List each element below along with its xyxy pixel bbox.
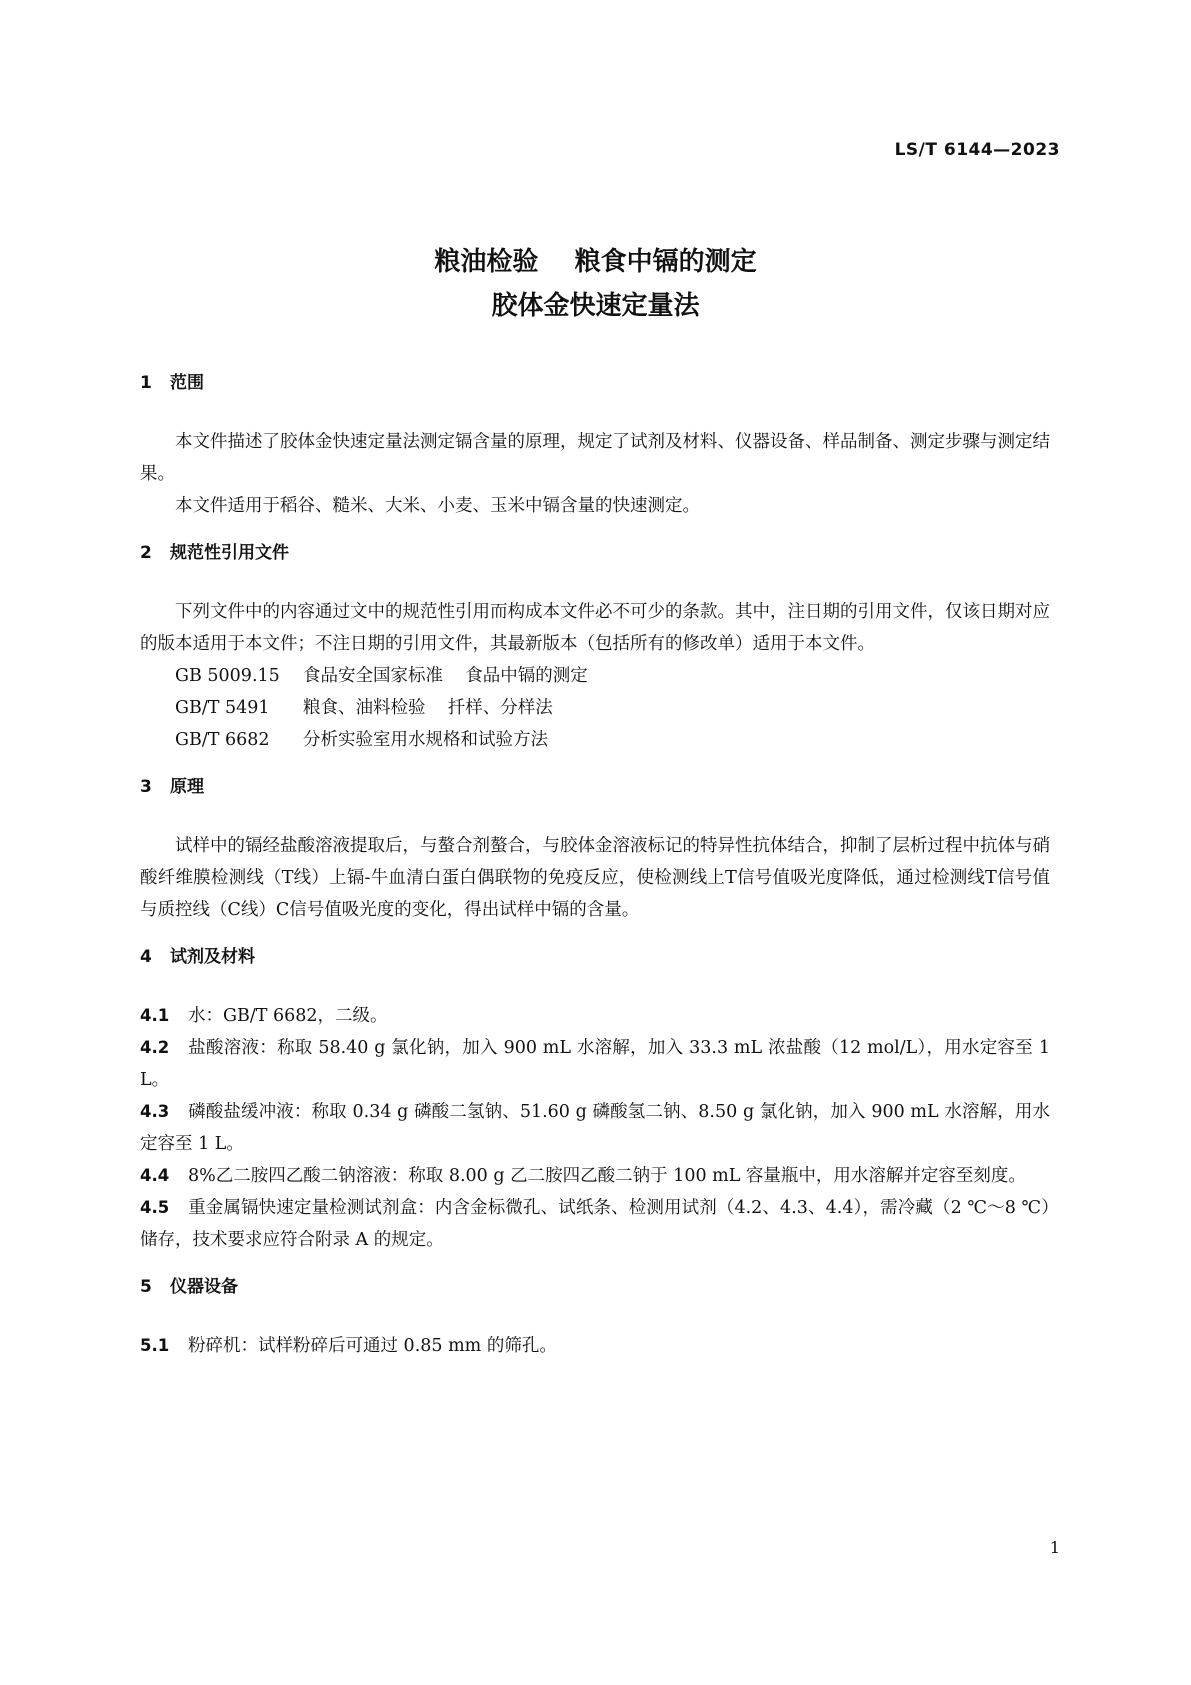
clause-text: 粉碎机：试样粉碎后可通过 0.85 mm 的筛孔。 (188, 1336, 557, 1356)
paragraph: 本文件描述了胶体金快速定量法测定镉含量的原理，规定了试剂及材料、仪器设备、样品制备、测定步骤与测定结果。 (140, 432, 1050, 484)
title-line-2: 胶体金快速定量法 (491, 291, 700, 321)
title-line-1: 粮油检验 粮食中镉的测定 (434, 247, 757, 277)
clause-number: 4.1 (140, 1006, 170, 1025)
section-title: 范围 (170, 373, 204, 393)
clause-item (140, 1160, 1050, 1192)
section-title: 规范性引用文件 (170, 543, 289, 563)
section-number: 3 (140, 777, 152, 797)
section-heading-reagents (140, 944, 1050, 970)
clause-text: 磷酸盐缓冲液：称取 0.34 g 磷酸二氢钠、51.60 g 磷酸氢二钠、8.50 g 氯化钠，加入 900 mL 水溶解，用水定容至 1 L。 (140, 1102, 1050, 1154)
reference-code: GB 5009.15 (175, 666, 280, 686)
clause-text: 重金属镉快速定量检测试剂盒：内含金标微孔、试纸条、检测用试剂（4.2、4.3、4.4），需冷藏（2 ℃～8 ℃）储存，技术要求应符合附录 A 的规定。 (140, 1198, 1050, 1250)
clause-text: 盐酸溶液：称取 58.40 g 氯化钠，加入 900 mL 水溶解，加入 33.3 mL 浓盐酸（12 mol/L），用水定容至 1 L。 (140, 1038, 1050, 1090)
clause-item (140, 1330, 1050, 1362)
document-body (140, 370, 1050, 1362)
section-number: 4 (140, 947, 152, 967)
section-heading-normative-references (140, 540, 1050, 566)
paragraph: 下列文件中的内容通过文中的规范性引用而构成本文件必不可少的条款。其中，注日期的引用文件，仅该日期对应的版本适用于本文件；不注日期的引用文件，其最新版本（包括所有的修改单）适用于本文件。 (140, 602, 1050, 654)
clause-text: 水：GB/T 6682，二级。 (188, 1006, 388, 1026)
clause-number: 4.3 (140, 1102, 170, 1121)
reference-title: 分析实验室用水规格和试验方法 (303, 730, 548, 750)
reference-code: GB/T 5491 (175, 698, 270, 718)
standard-number: LS/T 6144—2023 (894, 140, 1060, 160)
paragraph: 本文件适用于稻谷、糙米、大米、小麦、玉米中镉含量的快速测定。 (175, 496, 700, 516)
clause-number: 4.4 (140, 1166, 170, 1185)
reference-title: 粮食、油料检验 扦样、分样法 (303, 698, 553, 718)
reference-item (140, 724, 1050, 756)
section-number: 2 (140, 543, 152, 563)
reference-code: GB/T 6682 (175, 730, 270, 750)
clause-text: 8%乙二胺四乙酸二钠溶液：称取 8.00 g 乙二胺四乙酸二钠于 100 mL 容量瓶中，用水溶解并定容至刻度。 (188, 1166, 1026, 1186)
document-title (0, 240, 1191, 328)
section-number: 1 (140, 373, 152, 393)
clause-number: 4.2 (140, 1038, 170, 1057)
page-number: 1 (1049, 1538, 1060, 1557)
clause-item (140, 1192, 1050, 1256)
reference-item (140, 660, 1050, 692)
reference-item (140, 692, 1050, 724)
reference-title: 食品安全国家标准 食品中镉的测定 (303, 666, 588, 686)
section-title: 原理 (170, 777, 204, 797)
section-heading-principle (140, 774, 1050, 800)
section-heading-scope (140, 370, 1050, 396)
section-title: 仪器设备 (170, 1277, 238, 1297)
section-title: 试剂及材料 (170, 947, 255, 967)
section-number: 5 (140, 1277, 152, 1297)
clause-item (140, 1096, 1050, 1160)
paragraph: 试样中的镉经盐酸溶液提取后，与螯合剂螯合，与胶体金溶液标记的特异性抗体结合，抑制了层析过程中抗体与硝酸纤维膜检测线（T线）上镉-牛血清白蛋白偶联物的免疫反应，使检测线上T信号值吸光度降低，通过检测线T信号值与质控线（C线）C信号值吸光度的变化，得出试样中镉的含量。 (140, 836, 1050, 920)
clause-item (140, 1000, 1050, 1032)
clause-number: 5.1 (140, 1336, 170, 1355)
clause-number: 4.5 (140, 1198, 170, 1217)
clause-item (140, 1032, 1050, 1096)
section-heading-apparatus (140, 1274, 1050, 1300)
